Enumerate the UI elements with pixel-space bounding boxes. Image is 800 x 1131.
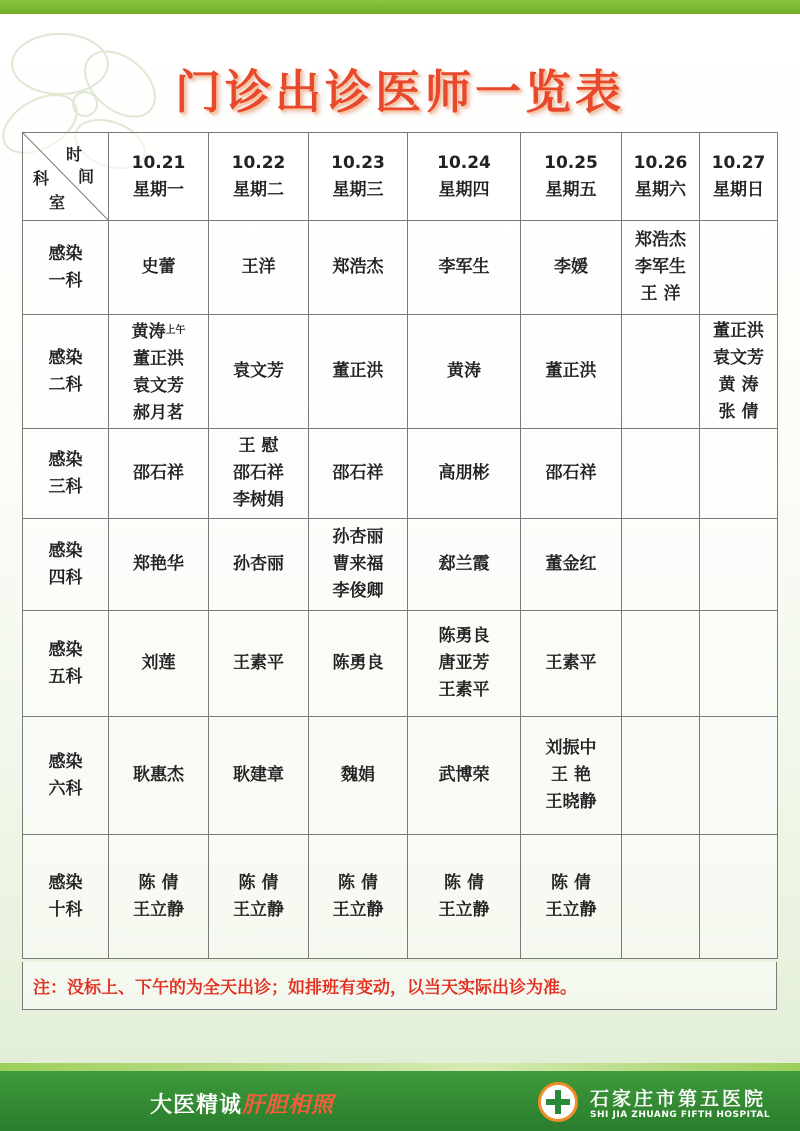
doctor-name-text: 王素平: [545, 653, 597, 673]
schedule-cell: [408, 611, 521, 717]
doctor-name-text: 王立静: [233, 899, 284, 920]
doctor-name-text: 郑浩杰: [635, 230, 686, 250]
day-weekday: 星期六: [635, 179, 686, 200]
dept-label: 二科: [48, 374, 83, 395]
dept-label: 四科: [48, 567, 83, 588]
doctor-name-text: 耿惠杰: [133, 765, 184, 785]
day-date: 10.25: [544, 152, 598, 173]
doctor-name: [309, 551, 407, 578]
doctor-name: [700, 399, 777, 426]
doctor-name-text: 王立静: [545, 899, 597, 920]
dept-label: 一科: [48, 270, 83, 291]
schedule-cell: [622, 315, 700, 429]
doctor-name: [109, 400, 208, 427]
schedule-cell: [408, 519, 521, 611]
doctor-name-text: 史蕾: [141, 257, 176, 277]
doctor-name: [700, 345, 777, 372]
doctor-name-text: 郝月茗: [133, 402, 184, 423]
doctor-name-text: 李俊卿: [332, 581, 384, 601]
schedule-cell: [521, 519, 622, 611]
day-weekday: 星期四: [438, 179, 490, 200]
doctor-name-text: 陈 倩: [138, 872, 179, 893]
doctor-name-text: 邵石祥: [133, 463, 184, 483]
doctor-name: [521, 762, 621, 789]
schedule-note: 注：没标上、下午的为全天出诊；如排班有变动，以当天实际出诊为准。: [22, 962, 777, 1010]
doctor-name: [521, 460, 621, 487]
dept-cell: [23, 429, 109, 519]
doctor-name: [408, 650, 520, 677]
doctor-name: [408, 870, 520, 897]
doctor-name-text: 刘莲: [141, 653, 176, 673]
doctor-name-text: 王立静: [438, 899, 490, 920]
doctor-name: [209, 762, 308, 789]
doctor-name: [408, 623, 520, 650]
doctor-name-text: 董正洪: [332, 361, 384, 381]
schedule-cell: [309, 429, 408, 519]
schedule-cell: [309, 611, 408, 717]
doctor-name-text: 邵石祥: [332, 463, 384, 483]
day-header-wed: [309, 133, 408, 221]
schedule-cell: [700, 519, 778, 611]
table-row: [23, 717, 778, 835]
day-weekday: 星期日: [713, 179, 764, 200]
day-header-sat: [622, 133, 700, 221]
doctor-name: [109, 897, 208, 924]
doctor-name-text: 王 慰: [238, 436, 279, 456]
schedule-cell: [309, 835, 408, 959]
doctor-name-text: 刘振中: [545, 738, 597, 758]
table-row: [23, 221, 778, 315]
doctor-name: [309, 460, 407, 487]
day-header-thu: [408, 133, 521, 221]
schedule-cell: [408, 835, 521, 959]
doctor-name-text: 李军生: [438, 257, 490, 277]
doctor-name-text: 张 倩: [718, 401, 759, 422]
doctor-name: [622, 281, 699, 308]
day-header-tue: [209, 133, 309, 221]
doctor-name-text: 袁文芳: [133, 375, 184, 396]
doctor-name: [521, 650, 621, 677]
half-day-marker: 上午: [165, 324, 186, 336]
schedule-cell: [700, 221, 778, 315]
doctor-name-text: 董正洪: [713, 320, 764, 341]
doctor-name-text: 唐亚芳: [438, 653, 490, 673]
doctor-name: [700, 318, 777, 345]
schedule-cell: [309, 221, 408, 315]
dept-label: 六科: [48, 778, 83, 799]
dept-cell: [23, 611, 109, 717]
day-header-sun: [700, 133, 778, 221]
doctor-name: [521, 551, 621, 578]
schedule-cell: [521, 315, 622, 429]
doctor-name-text: 黄 涛: [718, 374, 759, 395]
footer-slogan: [150, 1088, 334, 1119]
table-row: [23, 611, 778, 717]
doctor-name: [209, 897, 308, 924]
doctor-name: [109, 551, 208, 578]
schedule-cell: [109, 717, 209, 835]
dept-label: 感染: [48, 243, 83, 264]
schedule-cell: [209, 717, 309, 835]
schedule-cell: [622, 835, 700, 959]
schedule-cell: [109, 611, 209, 717]
doctor-name: [209, 254, 308, 281]
doctor-name: [521, 735, 621, 762]
dept-cell: [23, 519, 109, 611]
doctor-name: [209, 358, 308, 385]
hospital-name-cn: 石家庄市第五医院: [590, 1088, 767, 1110]
header-row: [23, 133, 778, 221]
doctor-name-text: 董正洪: [133, 348, 184, 369]
doctor-name-text: 孙杏丽: [233, 554, 284, 574]
dept-label: 五科: [48, 666, 83, 687]
table-row: [23, 519, 778, 611]
schedule-cell: [109, 835, 209, 959]
doctor-name-text: 陈 倩: [444, 872, 484, 893]
dept-label: 感染: [48, 639, 83, 660]
doctor-name: [408, 551, 520, 578]
day-weekday: 星期三: [332, 179, 384, 200]
doctor-name: [209, 433, 308, 460]
doctor-name: [109, 317, 208, 346]
dept-label: 十科: [48, 899, 83, 920]
schedule-cell: [209, 835, 309, 959]
doctor-name-text: 陈勇良: [332, 653, 384, 673]
schedule-cell: [622, 519, 700, 611]
slogan-part1: 大医精诚: [150, 1093, 243, 1118]
doctor-name-text: 王立静: [332, 899, 384, 920]
doctor-name-text: 李树娟: [233, 490, 284, 510]
doctor-name-text: 袁文芳: [713, 347, 764, 368]
table-row: [23, 429, 778, 519]
doctor-name-text: 曹来福: [332, 554, 384, 574]
doctor-name-text: 王 艳: [551, 765, 591, 785]
doctor-name: [209, 551, 308, 578]
schedule-table: [22, 132, 778, 959]
doctor-name: [408, 762, 520, 789]
doctor-name: [309, 897, 407, 924]
doctor-name: [700, 372, 777, 399]
schedule-cell: [408, 221, 521, 315]
doctor-name: [408, 897, 520, 924]
dept-cell: [23, 315, 109, 429]
doctor-name-text: 李媛: [554, 257, 588, 277]
schedule-cell: [700, 835, 778, 959]
doctor-name: [309, 358, 407, 385]
doctor-name-text: 耿建章: [233, 765, 284, 785]
doctor-name: [408, 460, 520, 487]
dept-cell: [23, 221, 109, 315]
doctor-name: [309, 578, 407, 605]
schedule-cell: [309, 717, 408, 835]
day-date: 10.23: [331, 152, 385, 173]
doctor-name-text: 李军生: [635, 257, 686, 277]
dept-cell: [23, 835, 109, 959]
doctor-name-text: 郄兰霞: [438, 554, 490, 574]
doctor-name: [408, 677, 520, 704]
schedule-cell: [209, 519, 309, 611]
day-date: 10.22: [231, 152, 286, 173]
schedule-cell: [109, 429, 209, 519]
doctor-name: [309, 762, 407, 789]
schedule-cell: [209, 221, 309, 315]
doctor-name: [309, 650, 407, 677]
schedule-cell: [700, 717, 778, 835]
corner-dept-1: 科: [33, 169, 50, 188]
schedule-cell: [209, 315, 309, 429]
doctor-name: [521, 789, 621, 816]
doctor-name: [209, 460, 308, 487]
schedule-cell: [408, 315, 521, 429]
doctor-name: [209, 487, 308, 514]
schedule-cell: [521, 611, 622, 717]
page-title: 门诊出诊医师一览表: [175, 65, 625, 119]
doctor-name: [109, 254, 208, 281]
day-header-fri: [521, 133, 622, 221]
schedule-cell: [309, 519, 408, 611]
doctor-name: [521, 358, 621, 385]
schedule-cell: [109, 315, 209, 429]
schedule-cell: [209, 611, 309, 717]
dept-label: 感染: [48, 540, 83, 561]
day-date: 10.27: [711, 152, 766, 173]
doctor-name-text: 陈勇良: [438, 626, 490, 646]
schedule-cell: [622, 221, 700, 315]
doctor-name-text: 陈 倩: [338, 872, 378, 893]
doctor-name: [408, 254, 520, 281]
dept-label: 感染: [48, 449, 83, 470]
schedule-body: [23, 221, 778, 959]
doctor-name: [309, 524, 407, 551]
doctor-name: [521, 897, 621, 924]
doctor-name: [109, 460, 208, 487]
dept-label: 感染: [48, 347, 83, 368]
schedule-cell: [521, 429, 622, 519]
schedule-cell: [622, 429, 700, 519]
doctor-name-text: 王晓静: [545, 792, 597, 812]
day-weekday: 星期二: [233, 179, 284, 200]
schedule-cell: [521, 835, 622, 959]
doctor-name-text: 王洋: [241, 257, 276, 277]
doctor-name-text: 高朋彬: [438, 463, 490, 483]
schedule-cell: [521, 717, 622, 835]
day-header-mon: [109, 133, 209, 221]
doctor-name: [309, 254, 407, 281]
dept-label: 感染: [48, 751, 83, 772]
doctor-name: [109, 346, 208, 373]
doctor-name-text: 黄涛: [447, 361, 481, 381]
table-row: [23, 835, 778, 959]
doctor-name-text: 王立静: [133, 899, 184, 920]
schedule-cell: [622, 717, 700, 835]
doctor-name: [622, 227, 699, 254]
doctor-name-text: 王 洋: [640, 284, 681, 304]
doctor-name-text: 邵石祥: [233, 463, 284, 483]
schedule-cell: [700, 429, 778, 519]
doctor-name-text: 郑艳华: [133, 554, 184, 574]
doctor-name-text: 王素平: [438, 680, 490, 700]
dept-label: 三科: [48, 476, 83, 497]
schedule-cell: [408, 429, 521, 519]
schedule-cell: [309, 315, 408, 429]
dept-cell: [23, 717, 109, 835]
doctor-name: [622, 254, 699, 281]
doctor-name-text: 董金红: [545, 554, 597, 574]
schedule-cell: [408, 717, 521, 835]
slogan-part2: 肝胆相照: [242, 1093, 335, 1118]
dept-label: 感染: [48, 872, 83, 893]
doctor-name-text: 黄涛: [131, 321, 166, 342]
logo-cross-horizontal: [546, 1099, 570, 1105]
schedule-cell: [700, 315, 778, 429]
bottom-stripe: [0, 1063, 800, 1071]
schedule-cell: [700, 611, 778, 717]
doctor-name: [109, 373, 208, 400]
corner-dept-2: 室: [49, 193, 66, 212]
day-date: 10.21: [131, 152, 186, 173]
corner-time-2: 间: [77, 167, 94, 186]
schedule-cell: [109, 519, 209, 611]
doctor-name-text: 王素平: [233, 653, 284, 673]
day-weekday: 星期五: [545, 179, 597, 200]
doctor-name-text: 武博荣: [438, 765, 490, 785]
doctor-name: [109, 870, 208, 897]
doctor-name-text: 魏娟: [341, 765, 375, 785]
schedule-cell: [521, 221, 622, 315]
corner-header: [23, 133, 109, 221]
corner-time-1: 时: [65, 145, 82, 164]
doctor-name: [309, 870, 407, 897]
doctor-name-text: 孙杏丽: [332, 527, 384, 547]
table-row: [23, 315, 778, 429]
hospital-name-en: SHI JIA ZHUANG FIFTH HOSPITAL: [590, 1110, 771, 1120]
doctor-name: [109, 650, 208, 677]
doctor-name: [109, 762, 208, 789]
doctor-name-text: 袁文芳: [233, 361, 284, 381]
doctor-name: [209, 870, 308, 897]
day-date: 10.24: [437, 152, 491, 173]
schedule-cell: [622, 611, 700, 717]
day-weekday: 星期一: [133, 179, 184, 200]
doctor-name: [408, 358, 520, 385]
top-green-bar: [0, 0, 800, 14]
doctor-name: [521, 870, 621, 897]
doctor-name: [209, 650, 308, 677]
doctor-name-text: 邵石祥: [545, 463, 597, 483]
doctor-name-text: 陈 倩: [551, 872, 591, 893]
doctor-name-text: 董正洪: [545, 361, 597, 381]
doctor-name-text: 郑浩杰: [332, 257, 384, 277]
doctor-name-text: 陈 倩: [238, 872, 279, 893]
schedule-cell: [109, 221, 209, 315]
day-date: 10.26: [633, 152, 688, 173]
schedule-cell: [209, 429, 309, 519]
doctor-name: [521, 254, 621, 281]
